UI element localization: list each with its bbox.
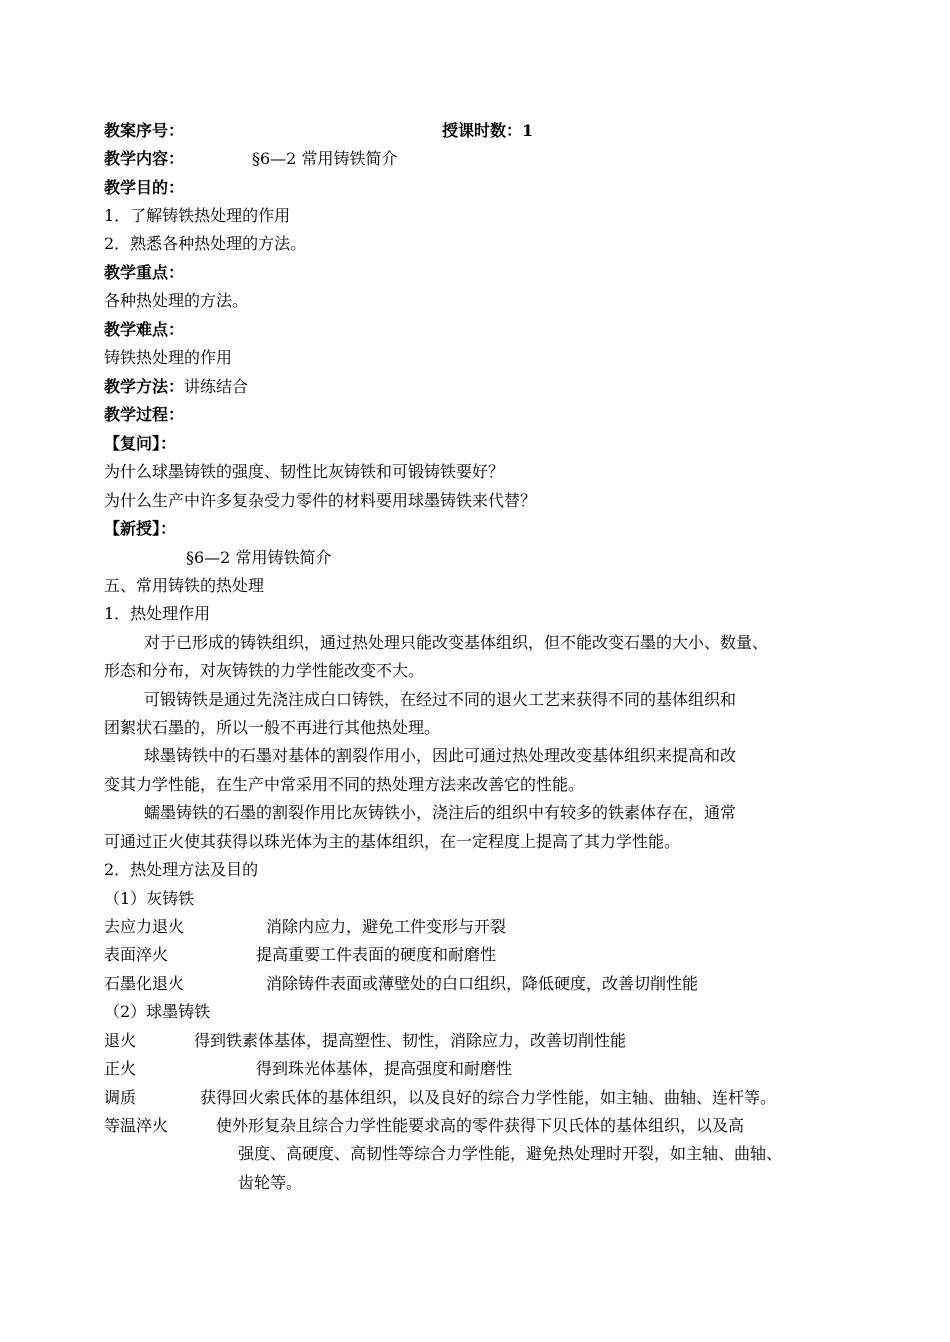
ductile-iron-method: 退火 [104,1031,137,1050]
paragraph-line: 变其力学性能，在生产中常采用不同的热处理方法来改善它的性能。 [104,775,585,794]
difficulty-value: 铸铁热处理的作用 [104,348,233,367]
difficulty-label: 教学难点： [104,320,185,339]
paragraph-line: 可锻铸铁是通过先浇注成白口铸铁，在经过不同的退火工艺来获得不同的基体组织和 [144,690,737,709]
teaching-content-label: 教学内容： [104,149,185,168]
teaching-goal-label: 教学目的： [104,178,185,197]
review-heading: 【复问】： [104,434,177,453]
teaching-goal-item: 1．了解铸铁热处理的作用 [104,206,291,225]
teaching-goal-item: 2．熟悉各种热处理的方法。 [104,234,307,253]
teaching-process-label: 教学过程： [104,405,185,424]
part-five-title: 五、常用铸铁的热处理 [104,576,265,595]
paragraph-line: 球墨铸铁中的石墨对基体的割裂作用小，因此可通过热处理改变基体组织来提高和改 [144,746,737,765]
gray-iron-title: （1）灰铸铁 [104,889,195,908]
gray-iron-method: 表面淬火 [104,945,169,964]
subsection-1-title: 1．热处理作用 [104,604,211,623]
ductile-iron-purpose: 获得回火索氏体的基体组织，以及良好的综合力学性能，如主轴、曲轴、连杆等。 [200,1088,777,1107]
new-lesson-heading: 【新授】： [104,519,177,538]
ductile-iron-purpose: 得到珠光体基体，提高强度和耐磨性 [256,1059,513,1078]
teaching-content-value: §6—2 常用铸铁简介 [252,149,398,168]
ductile-iron-method: 正火 [104,1059,137,1078]
paragraph-line: 团絮状石墨的，所以一般不再进行其他热处理。 [104,718,441,737]
ductile-iron-purpose-line: 强度、高硬度、高韧性等综合力学性能，避免热处理时开裂，如主轴、曲轴、 [238,1144,783,1163]
subsection-2-title: 2．热处理方法及目的 [104,860,259,879]
paragraph-line: 蠕墨铸铁的石墨的割裂作用比灰铸铁小，浇注后的组织中有较多的铁素体存在，通常 [144,803,737,822]
paragraph-line: 可通过正火使其获得以珠光体为主的基体组织，在一定程度上提高了其力学性能。 [104,832,681,851]
key-point-label: 教学重点： [104,263,185,282]
teaching-method-label: 教学方法： [104,377,185,396]
paragraph-line: 对于已形成的铸铁组织，通过热处理只能改变基体组织，但不能改变石墨的大小、数量、 [144,633,769,652]
teaching-method-row [104,376,248,398]
ductile-iron-method: 调质 [104,1088,137,1107]
teaching-content-row [104,148,184,170]
ductile-iron-purpose-line: 齿轮等。 [238,1173,303,1192]
lesson-number-label: 教案序号： [104,121,185,140]
teaching-hours-label: 授课时数：1 [442,121,534,140]
ductile-iron-purpose: 得到铁素体基体，提高塑性、韧性，消除应力，改善切削性能 [194,1031,627,1050]
gray-iron-method: 去应力退火 [104,917,185,936]
review-question: 为什么生产中许多复杂受力零件的材料要用球墨铸铁来代替？ [104,491,537,510]
paragraph-line: 形态和分布，对灰铸铁的力学性能改变不大。 [104,661,425,680]
section-title: §6—2 常用铸铁简介 [186,548,332,567]
ductile-iron-title: （2）球墨铸铁 [104,1002,211,1021]
review-question: 为什么球墨铸铁的强度、韧性比灰铸铁和可锻铸铁要好？ [104,462,505,481]
gray-iron-method: 石墨化退火 [104,974,185,993]
key-point-value: 各种热处理的方法。 [104,291,249,310]
ductile-iron-purpose-line: 使外形复杂且综合力学性能要求高的零件获得下贝氏体的基体组织，以及高 [216,1116,745,1135]
ductile-iron-method: 等温淬火 [104,1116,169,1135]
gray-iron-purpose: 提高重要工件表面的硬度和耐磨性 [256,945,497,964]
gray-iron-purpose: 消除内应力，避免工件变形与开裂 [266,917,507,936]
teaching-method-value: 讲练结合 [184,377,249,396]
gray-iron-purpose: 消除铸件表面或薄壁处的白口组织，降低硬度，改善切削性能 [266,974,699,993]
